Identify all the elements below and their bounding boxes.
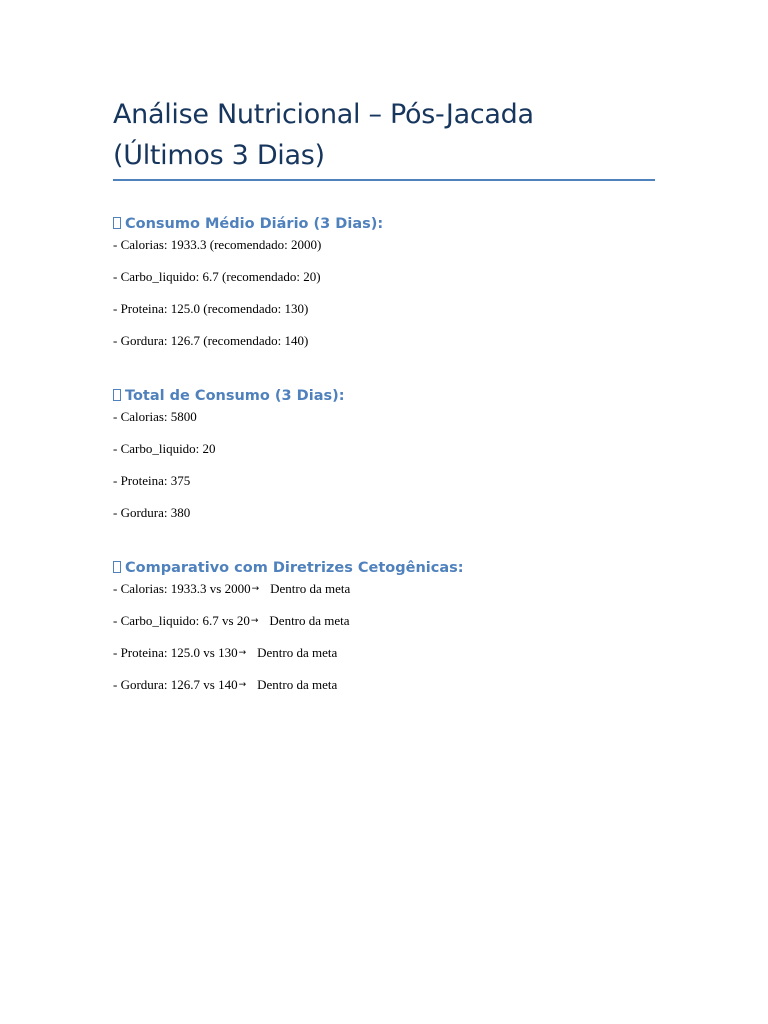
- average-line-carbo: - Carbo_liquido: 6.7 (recomendado: 20): [113, 269, 321, 284]
- comparison-section: [113, 556, 673, 708]
- missing-glyph-icon: [113, 389, 121, 401]
- comparison-text: - Carbo_liquido: 6.7 vs 20: [113, 613, 250, 628]
- comparison-line-carbo: [113, 612, 673, 644]
- comparison-line-proteina: [113, 644, 673, 676]
- average-line-calorias: - Calorias: 1933.3 (recomendado: 2000): [113, 237, 322, 252]
- missing-glyph-icon: [113, 561, 121, 573]
- title-line-2: (Últimos 3 Dias): [113, 140, 325, 171]
- arrow-right-icon: →: [250, 616, 259, 626]
- average-line-proteina: - Proteina: 125.0 (recomendado: 130): [113, 301, 309, 316]
- total-line-carbo: - Carbo_liquido: 20: [113, 441, 216, 456]
- arrow-right-icon: →: [251, 584, 260, 594]
- comparison-result: Dentro da meta: [270, 581, 351, 596]
- comparison-text: - Calorias: 1933.3 vs 2000: [113, 581, 251, 596]
- average-heading: [113, 212, 673, 236]
- comparison-result: Dentro da meta: [269, 613, 350, 628]
- arrow-right-icon: →: [238, 648, 247, 658]
- total-line-calorias: - Calorias: 5800: [113, 409, 197, 424]
- total-section: [113, 384, 673, 536]
- comparison-result: Dentro da meta: [257, 645, 338, 660]
- title-underline: [113, 179, 655, 181]
- total-line-gordura: - Gordura: 380: [113, 505, 191, 520]
- comparison-line-calorias: [113, 580, 673, 612]
- comparison-text: - Gordura: 126.7 vs 140: [113, 677, 238, 692]
- average-section: [113, 212, 673, 364]
- total-heading-text: Total de Consumo (3 Dias):: [125, 388, 345, 404]
- arrow-right-icon: →: [238, 680, 247, 690]
- comparison-heading: [113, 556, 673, 580]
- title-line-1: Análise Nutricional – Pós-Jacada: [113, 99, 534, 130]
- comparison-result: Dentro da meta: [257, 677, 338, 692]
- comparison-text: - Proteina: 125.0 vs 130: [113, 645, 238, 660]
- missing-glyph-icon: [113, 217, 121, 229]
- comparison-heading-text: Comparativo com Diretrizes Cetogênicas:: [125, 560, 464, 576]
- total-heading: [113, 384, 673, 408]
- average-line-gordura: - Gordura: 126.7 (recomendado: 140): [113, 333, 309, 348]
- comparison-line-gordura: [113, 676, 673, 708]
- total-line-proteina: - Proteina: 375: [113, 473, 191, 488]
- average-heading-text: Consumo Médio Diário (3 Dias):: [125, 216, 384, 232]
- document-title: [113, 94, 673, 176]
